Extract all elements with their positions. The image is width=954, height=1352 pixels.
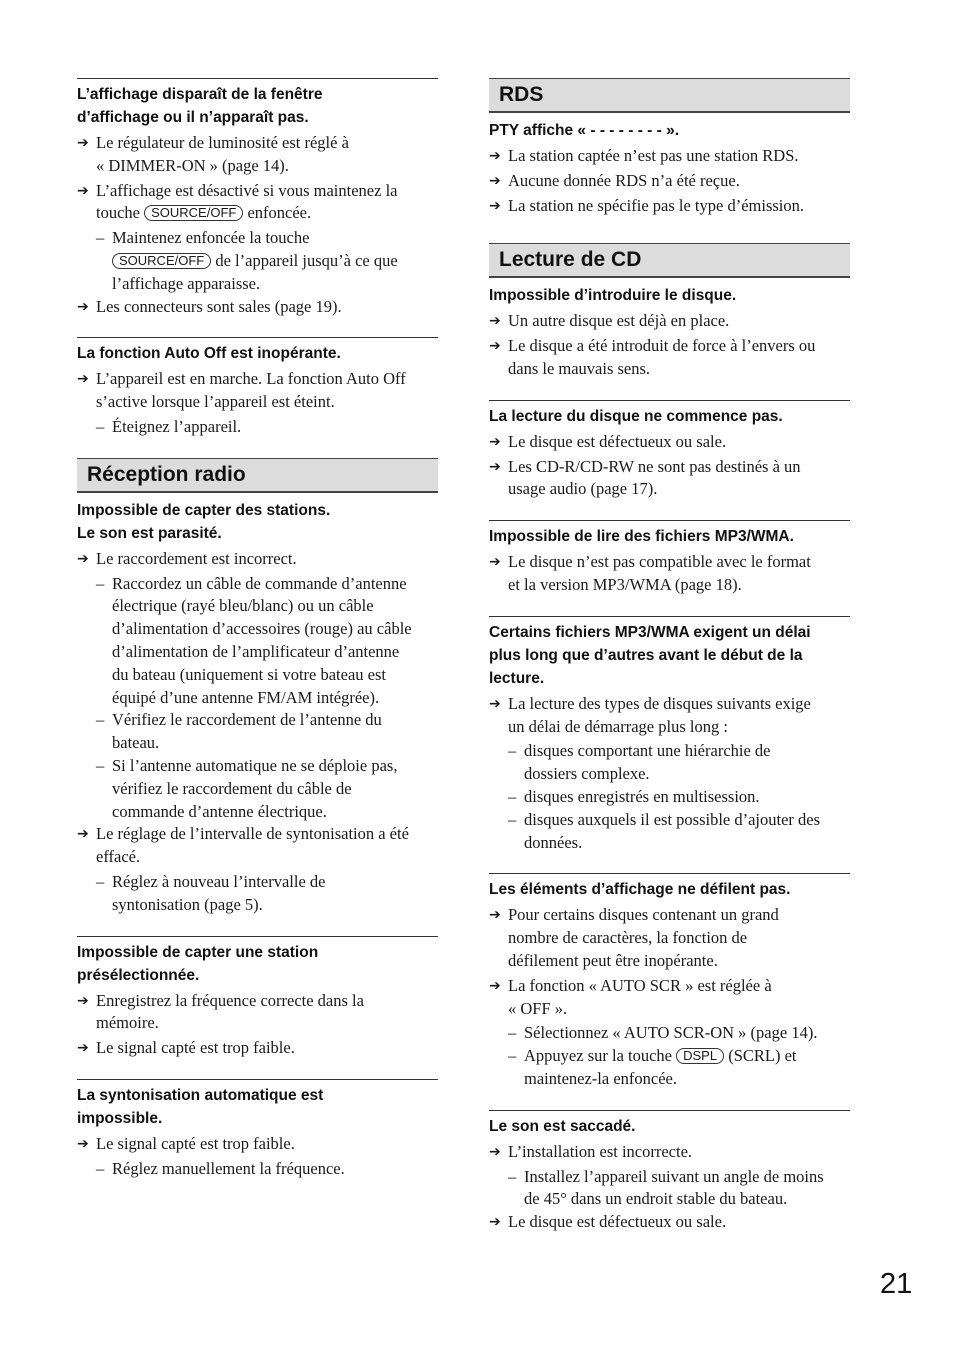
section-heading: PTY affiche « - - - - - - - - ». [489, 122, 680, 139]
section-playback-not-start [489, 400, 850, 501]
list-item: ➔ Les CD-R/CD-RW ne sont pas destinés à un usage audio (page 17). [489, 456, 801, 499]
arrow-icon: ➔ [77, 298, 89, 315]
arrow-icon: ➔ [489, 695, 501, 712]
sub-item: – Réglez à nouveau l’intervalle de syntonisation (page 5). [96, 871, 326, 914]
arrow-icon: ➔ [77, 371, 89, 388]
list-item: ➔ Le disque est défectueux ou sale. [489, 431, 850, 454]
list-item: ➔ L’appareil est en marche. La fonction Auto Off s’active lorsque l’appareil est éteint. [77, 369, 406, 412]
sub-item: – Appuyez sur la touche DSPL (SCRL) et maintenez-la enfoncée. [508, 1046, 797, 1088]
section-auto-off [77, 337, 438, 438]
list-item: ➔ Le signal capté est trop faible. [77, 1037, 438, 1060]
arrow-icon: ➔ [77, 182, 89, 199]
list-item: ➔ La fonction « AUTO SCR » est réglée à « OFF ». [489, 975, 772, 1018]
section-heading: Certains fichiers MP3/WMA exigent un délai plus long que d’autres avant le début de la lecture. [489, 623, 811, 687]
right-column [489, 78, 850, 1253]
arrow-icon: ➔ [77, 135, 89, 151]
arrow-icon: ➔ [77, 550, 89, 567]
section-heading: Impossible de capter une station présélectionnée. [77, 943, 319, 984]
list-item: ➔ Les connecteurs sont sales (page 19). [77, 296, 438, 319]
list-item: ➔ La station ne spécifie pas le type d’émission. [489, 195, 850, 218]
sub-item: – disques enregistrés en multisession. [508, 786, 760, 806]
sub-item: – Sélectionnez « AUTO SCR-ON » (page 14). [508, 1023, 818, 1043]
list-item: ➔ Enregistrez la fréquence correcte dans la mémoire. [77, 990, 364, 1033]
list-item: ➔ Le disque a été introduit de force à l’envers ou dans le mauvais sens. [489, 336, 816, 378]
sub-item: – disques auxquels il est possible d’ajouter des données. [508, 809, 821, 852]
section-pty [489, 119, 850, 217]
sub-item: – Vérifiez le raccordement de l’antenne du bateau. [96, 710, 382, 753]
sub-item: – Raccordez un câble de commande d’antenne électrique (rayé bleu/blanc) ou un câble d’alimentation d’accessoires (rouge) au câble d’alimentation de l’amplificateur d’antenne du bateau (uniquement si votre bateau est équipé d’une antenne FM/AM intégrée). [96, 573, 412, 707]
section-auto-tuning [77, 1079, 438, 1181]
section-cannot-receive [77, 499, 438, 917]
sub-item: – Si l’antenne automatique ne se déploie pas, vérifiez le raccordement du câble de commande d’antenne électrique. [96, 755, 398, 821]
arrow-icon: ➔ [489, 148, 501, 164]
sub-item: – Maintenez enfoncée la touche SOURCE/OFF de l’appareil jusqu’à ce que l’affichage apparaisse. [96, 228, 398, 293]
arrow-icon: ➔ [489, 554, 501, 571]
sub-item: – Éteignez l’appareil. [96, 416, 242, 436]
section-no-scroll [489, 873, 850, 1090]
sub-item: – disques comportant une hiérarchie de dossiers complexe. [508, 741, 771, 784]
section-title-rds: RDS [489, 78, 850, 113]
arrow-icon: ➔ [489, 1143, 501, 1160]
list-item: ➔ Le régulateur de luminosité est réglé à « DIMMER-ON » (page 14). [77, 133, 349, 175]
section-title-cd: Lecture de CD [489, 243, 850, 278]
section-heading: Impossible d’introduire le disque. [489, 287, 737, 305]
page-number: 21 [880, 1268, 913, 1300]
arrow-icon: ➔ [77, 1040, 89, 1057]
list-item: ➔ Le disque n’est pas compatible avec le format et la version MP3/WMA (page 18). [489, 552, 811, 594]
arrow-icon: ➔ [489, 338, 501, 355]
left-column [77, 78, 438, 1200]
arrow-icon: ➔ [77, 826, 89, 843]
section-heading: Impossible de capter des stations. Le son est parasité. [77, 501, 331, 542]
list-item: ➔ La lecture des types de disques suivants exige un délai de démarrage plus long : [489, 693, 811, 736]
section-heading: Les éléments d’affichage ne défilent pas. [489, 881, 791, 899]
list-item: ➔ La station captée n’est pas une station RDS. [489, 145, 850, 168]
source-off-key: SOURCE/OFF [112, 253, 211, 269]
list-item: ➔ Pour certains disques contenant un grand nombre de caractères, la fonction de défilement peut être inopérante. [489, 905, 779, 970]
section-preset-station [77, 936, 438, 1060]
section-sound-skips [489, 1110, 850, 1234]
section-mp3-unplayable [489, 520, 850, 597]
list-item: ➔ Le raccordement est incorrect. [77, 548, 438, 571]
arrow-icon: ➔ [77, 1135, 89, 1152]
arrow-icon: ➔ [489, 458, 501, 475]
list-item: ➔ Le disque est défectueux ou sale. [489, 1211, 850, 1234]
list-item: ➔ L’affichage est désactivé si vous maintenez la touche SOURCE/OFF enfoncée. [77, 180, 398, 223]
section-display-disappears [77, 78, 438, 318]
arrow-icon: ➔ [489, 1214, 501, 1231]
source-off-key: SOURCE/OFF [144, 205, 243, 221]
arrow-icon: ➔ [489, 197, 501, 214]
section-heading: La syntonisation automatique est impossible. [77, 1086, 324, 1127]
list-item: ➔ Aucune donnée RDS n’a été reçue. [489, 170, 850, 193]
arrow-icon: ➔ [489, 977, 501, 994]
arrow-icon: ➔ [489, 433, 501, 450]
section-heading: L’affichage disparaît de la fenêtre d’affichage ou il n’apparaît pas. [77, 86, 323, 126]
list-item: ➔ Un autre disque est déjà en place. [489, 310, 850, 333]
section-heading: La lecture du disque ne commence pas. [489, 407, 783, 425]
arrow-icon: ➔ [489, 907, 501, 924]
section-title-radio: Réception radio [77, 458, 438, 493]
arrow-icon: ➔ [77, 992, 89, 1009]
list-item: ➔ Le signal capté est trop faible. [77, 1133, 438, 1156]
arrow-icon: ➔ [489, 313, 501, 330]
section-cannot-insert [489, 284, 850, 380]
sub-item: – Installez l’appareil suivant un angle de moins de 45° dans un endroit stable du bateau. [508, 1166, 824, 1209]
section-mp3-delay [489, 616, 850, 855]
list-item: ➔ Le réglage de l’intervalle de syntonisation a été effacé. [77, 824, 409, 867]
sub-item: – Réglez manuellement la fréquence. [96, 1158, 345, 1178]
section-heading: Impossible de lire des fichiers MP3/WMA. [489, 528, 794, 546]
section-heading: La fonction Auto Off est inopérante. [77, 345, 341, 363]
list-item: ➔ L’installation est incorrecte. [489, 1141, 850, 1164]
arrow-icon: ➔ [489, 172, 501, 189]
dspl-key: DSPL [676, 1048, 724, 1064]
section-heading: Le son est saccadé. [489, 1117, 636, 1135]
